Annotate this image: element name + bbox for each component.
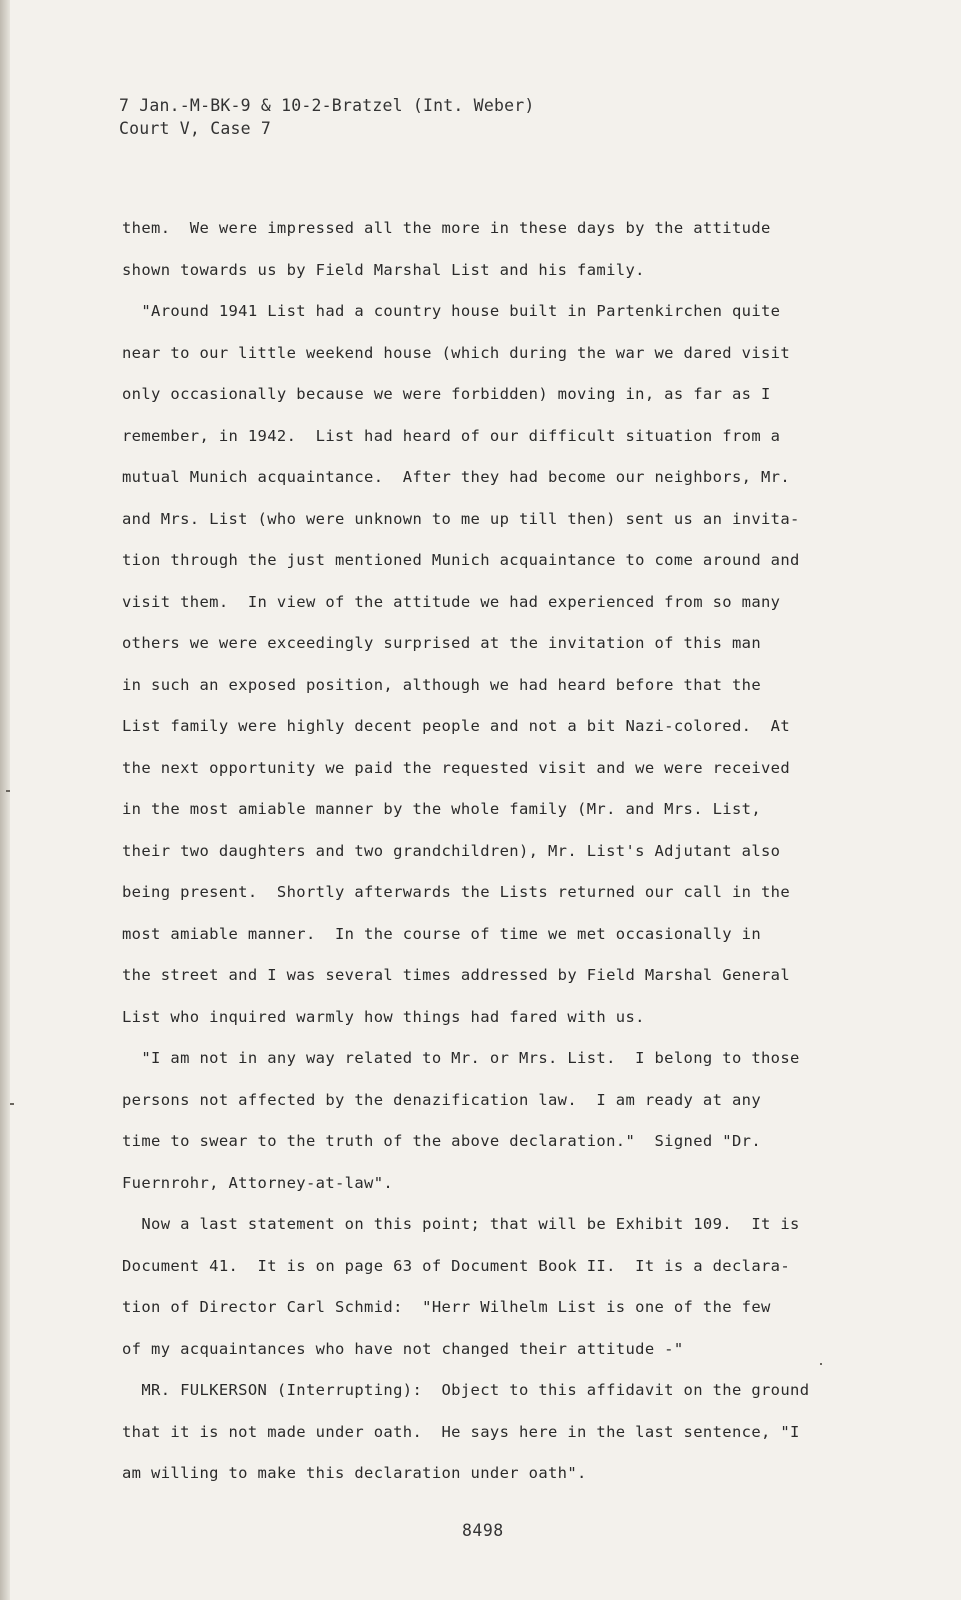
header-line-2: Court V, Case 7 <box>119 119 272 138</box>
text-line: tion through the just mentioned Munich acquaintance to come around and <box>122 551 800 569</box>
text-line: near to our little weekend house (which during the war we dared visit <box>122 343 791 362</box>
page-number: 8498 <box>462 1521 504 1540</box>
text-line: their two daughters and two grandchildren), Mr. List's Adjutant also <box>122 841 781 860</box>
text-line: of my acquaintances who have not changed their attitude -" <box>122 1339 684 1358</box>
header-line-1: 7 Jan.-M-BK-9 & 10-2-Bratzel (Int. Weber) <box>119 96 535 115</box>
text-line: them. We were impressed all the more in these days by the attitude <box>122 219 771 237</box>
text-line: time to swear to the truth of the above declaration." Signed "Dr. <box>122 1132 761 1150</box>
text-line: others we were exceedingly surprised at the invitation of this man <box>122 634 761 652</box>
margin-mark <box>820 1363 822 1365</box>
document-header <box>119 94 535 140</box>
text-line: the next opportunity we paid the requested visit and we were received <box>122 758 791 777</box>
text-line: shown towards us by Field Marshal List and his family. <box>122 260 645 279</box>
text-line: Document 41. It is on page 63 of Document Book II. It is a declara- <box>122 1256 791 1275</box>
text-line: List who inquired warmly how things had fared with us. <box>122 1007 645 1026</box>
text-line: am willing to make this declaration under oath". <box>122 1464 587 1482</box>
text-line: tion of Director Carl Schmid: "Herr Wilhelm List is one of the few <box>122 1298 771 1316</box>
text-line: persons not affected by the denazification law. I am ready at any <box>122 1090 761 1109</box>
page-edge-shadow <box>0 0 10 1600</box>
text-line: "Around 1941 List had a country house built in Partenkirchen quite <box>122 302 781 320</box>
text-line: and Mrs. List (who were unknown to me up till then) sent us an invita- <box>122 509 800 528</box>
text-line: in the most amiable manner by the whole family (Mr. and Mrs. List, <box>122 800 761 818</box>
text-line: Fuernrohr, Attorney-at-law". <box>122 1173 394 1192</box>
text-line: mutual Munich acquaintance. After they had become our neighbors, Mr. <box>122 468 791 486</box>
text-line: that it is not made under oath. He says here in the last sentence, "I <box>122 1422 800 1441</box>
text-line: List family were highly decent people and not a bit Nazi-colored. At <box>122 717 791 735</box>
margin-mark <box>10 1103 14 1105</box>
text-line: visit them. In view of the attitude we had experienced from so many <box>122 592 781 611</box>
text-line: in such an exposed position, although we had heard before that the <box>122 675 761 694</box>
text-line: only occasionally because we were forbidden) moving in, as far as I <box>122 385 771 403</box>
text-line: being present. Shortly afterwards the Lists returned our call in the <box>122 883 791 901</box>
text-line: most amiable manner. In the course of time we met occasionally in <box>122 924 761 943</box>
text-line: the street and I was several times addressed by Field Marshal General <box>122 966 791 984</box>
text-line: remember, in 1942. List had heard of our difficult situation from a <box>122 426 781 445</box>
margin-mark <box>6 790 10 792</box>
text-line: MR. FULKERSON (Interrupting): Object to this affidavit on the ground <box>122 1381 810 1399</box>
text-line: Now a last statement on this point; that will be Exhibit 109. It is <box>122 1215 800 1233</box>
transcript-body <box>122 218 862 1505</box>
text-line: "I am not in any way related to Mr. or Mrs. List. I belong to those <box>122 1049 800 1067</box>
